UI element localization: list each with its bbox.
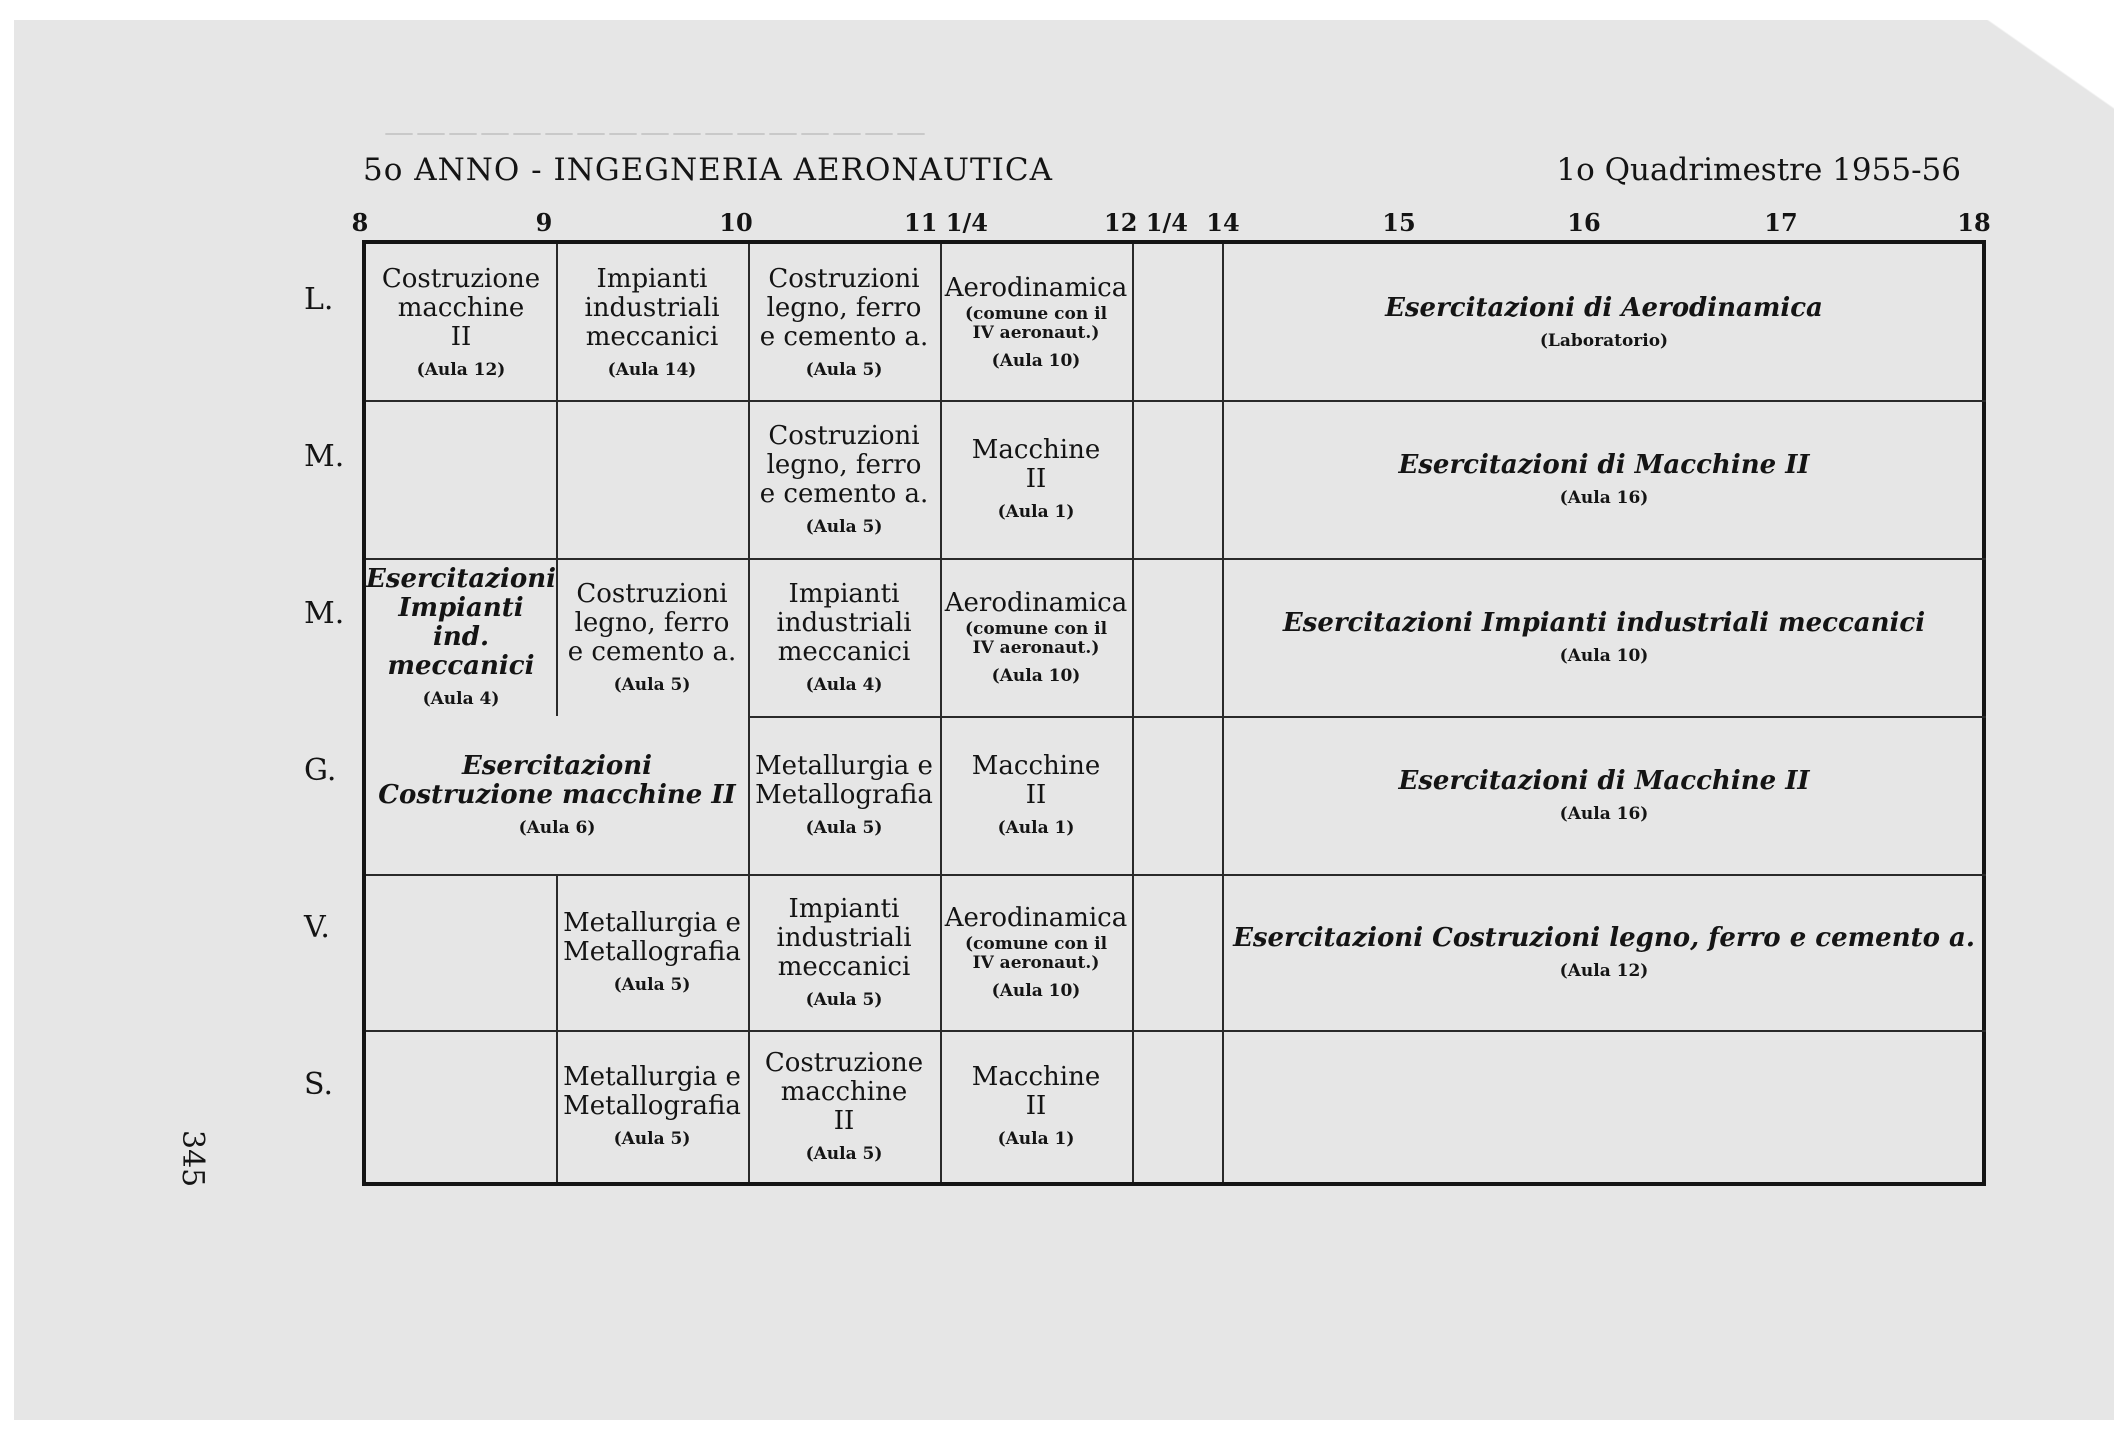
room-label: (Aula 5) (805, 818, 883, 838)
subject-label: Impianti industriali meccanici (776, 893, 912, 982)
hour-label: 9 (535, 208, 553, 237)
room-label: (Aula 12) (416, 359, 506, 380)
timetable-cell (748, 716, 940, 874)
hour-label: 8 (351, 208, 369, 237)
room-label: (Aula 4) (422, 689, 500, 709)
day-label: S. (304, 1067, 334, 1102)
subject-label: Macchine II (971, 435, 1101, 494)
subject-label: Esercitazioni Costruzione macchine II (378, 751, 736, 810)
bleed-through-text: ————————————————— (384, 115, 928, 150)
subject-label: Impianti industriali meccanici (776, 578, 912, 667)
room-label: (Aula 5) (613, 674, 691, 695)
timetable-grid (362, 240, 1986, 1186)
page-number: 345 (175, 1130, 210, 1188)
subject-label: Macchine II (971, 751, 1101, 810)
timetable-cell (556, 874, 748, 1030)
timetable-cell (1222, 558, 1986, 716)
timetable-cell (748, 1030, 940, 1182)
note-label: (comune con il IV aeronaut.) (964, 933, 1108, 973)
subject-label: Esercitazioni di Macchine II (1398, 449, 1810, 480)
subject-label: Esercitazioni Impianti industriali meccanici (1282, 607, 1926, 638)
term-label: 1o Quadrimestre 1955-56 (1556, 152, 1961, 188)
subject-label: Esercitazioni di Macchine II (1398, 765, 1810, 796)
subject-label: Esercitazioni di Aerodinamica (1385, 292, 1823, 323)
timetable-cell (1222, 874, 1986, 1030)
room-label: (Aula 16) (1559, 803, 1649, 824)
hour-label: 10 (719, 208, 753, 237)
subject-label: Costruzione macchine II (764, 1047, 924, 1136)
subject-label: Metallurgia e Metallografia (563, 908, 741, 967)
timetable-cell (940, 716, 1132, 874)
timetable-cell (1222, 244, 1986, 400)
subject-label: Metallurgia e Metallografia (563, 1062, 741, 1121)
day-label: G. (304, 753, 337, 788)
note-label: (comune con il IV aeronaut.) (964, 618, 1108, 658)
room-label: (Aula 1) (997, 818, 1075, 838)
room-label: (Aula 6) (518, 818, 596, 838)
timetable-cell (940, 1030, 1132, 1182)
room-label: (Aula 4) (805, 674, 883, 695)
subject-label: Metallurgia e Metallografia (755, 751, 933, 810)
subject-label: Esercitazioni Impianti ind. meccanici (365, 564, 557, 681)
timetable-cell (748, 400, 940, 558)
room-label: (Aula 10) (991, 665, 1081, 686)
room-label: (Aula 16) (1559, 487, 1649, 508)
room-label: (Aula 5) (805, 359, 883, 380)
timetable-cell (940, 874, 1132, 1030)
timetable-cell (940, 558, 1132, 716)
timetable-cell (748, 244, 940, 400)
room-label: (Aula 10) (991, 980, 1081, 1001)
hour-label: 12 1/4 (1104, 208, 1188, 237)
room-label: (Aula 1) (997, 1129, 1075, 1149)
room-label: (Aula 5) (613, 1129, 691, 1149)
subject-label: Esercitazioni Costruzioni legno, ferro e cemento a. (1233, 922, 1975, 953)
timetable-cell (366, 716, 748, 874)
timetable-cell (748, 558, 940, 716)
subject-label: Aerodinamica (944, 587, 1128, 618)
timetable-cell (1222, 400, 1986, 558)
timetable-cell (1222, 716, 1986, 874)
page-title: 5o ANNO - INGEGNERIA AERONAUTICA (363, 152, 1054, 188)
scanned-page (14, 20, 2114, 1420)
hour-label: 16 (1567, 208, 1601, 237)
hour-label: 14 (1206, 208, 1240, 237)
room-label: (Aula 10) (1559, 645, 1649, 666)
room-label: (Aula 5) (805, 516, 883, 537)
day-label: M. (304, 439, 345, 474)
hour-label: 17 (1764, 208, 1798, 237)
subject-label: Costruzioni legno, ferro e cemento a. (759, 263, 929, 352)
day-label: M. (304, 596, 345, 631)
timetable-cell (366, 244, 556, 400)
day-label: L. (304, 282, 334, 317)
room-label: (Aula 10) (991, 350, 1081, 371)
subject-label: Impianti industriali meccanici (584, 263, 720, 352)
room-label: (Aula 5) (613, 975, 691, 995)
timetable-cell (556, 244, 748, 400)
room-label: (Laboratorio) (1539, 330, 1669, 351)
timetable-cell (556, 1030, 748, 1182)
timetable-cell (366, 558, 556, 716)
note-label: (comune con il IV aeronaut.) (964, 303, 1108, 343)
timetable-cell (940, 244, 1132, 400)
subject-label: Aerodinamica (944, 272, 1128, 303)
hour-label: 15 (1382, 208, 1416, 237)
timetable-cell (940, 400, 1132, 558)
subject-label: Costruzioni legno, ferro e cemento a. (567, 578, 737, 667)
hour-label: 18 (1957, 208, 1991, 237)
room-label: (Aula 5) (805, 989, 883, 1010)
day-label: V. (304, 910, 330, 945)
timetable-cell (748, 874, 940, 1030)
grid-line (1132, 244, 1134, 1182)
subject-label: Aerodinamica (944, 902, 1128, 933)
subject-label: Costruzione macchine II (381, 263, 541, 352)
subject-label: Costruzioni legno, ferro e cemento a. (759, 420, 929, 509)
room-label: (Aula 12) (1559, 960, 1649, 981)
subject-label: Macchine II (971, 1062, 1101, 1121)
room-label: (Aula 1) (997, 502, 1075, 522)
room-label: (Aula 14) (607, 359, 697, 380)
timetable-cell (556, 558, 748, 716)
room-label: (Aula 5) (805, 1143, 883, 1164)
hour-label: 11 1/4 (904, 208, 988, 237)
